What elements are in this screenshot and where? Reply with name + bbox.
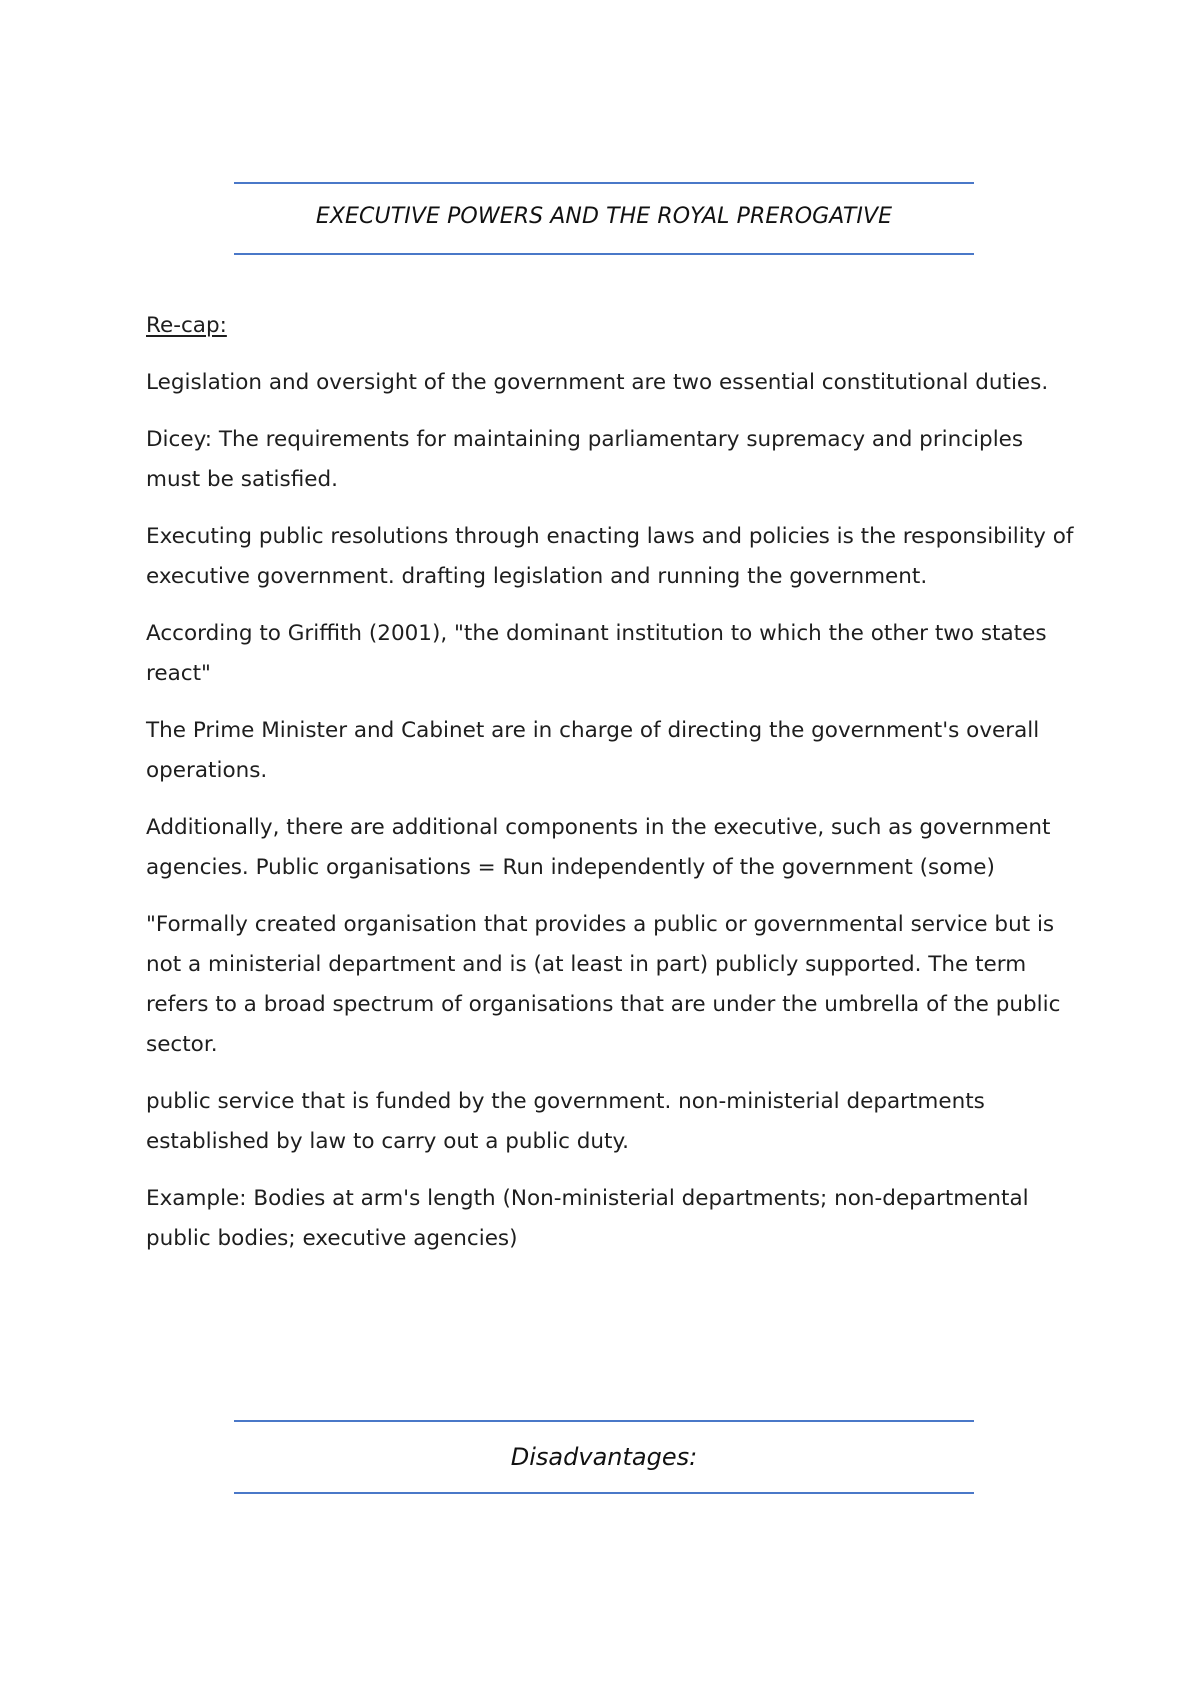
paragraph: Executing public resolutions through enacting laws and policies is the responsibility of executive government. drafting legislation and running the government.	[146, 524, 1074, 589]
document-title: EXECUTIVE POWERS AND THE ROYAL PREROGATIVE	[315, 204, 893, 229]
paragraph: "Formally created organisation that provides a public or governmental service but is not a ministerial department and is (at least in part) publicly supported. The term refers to a broad spectrum of organisations that are under the umbrella of the public sector.	[146, 912, 1061, 1057]
paragraph: According to Griffith (2001), "the dominant institution to which the other two states react"	[146, 621, 1047, 686]
paragraph: Example: Bodies at arm's length (Non-ministerial departments; non-departmental public bodies; executive agencies)	[146, 1186, 1029, 1251]
title-top-rule	[234, 182, 974, 184]
section-bottom-rule	[234, 1492, 974, 1494]
paragraph: The Prime Minister and Cabinet are in charge of directing the government's overall operations.	[146, 718, 1040, 783]
section-top-rule	[234, 1420, 974, 1422]
title-bottom-rule	[234, 253, 974, 255]
paragraph: Legislation and oversight of the government are two essential constitutional duties.	[146, 370, 1049, 395]
document-body	[146, 306, 1076, 1276]
paragraph: public service that is funded by the government. non-ministerial departments established by law to carry out a public duty.	[146, 1089, 985, 1154]
recap-label	[146, 306, 1076, 346]
section-heading: Disadvantages:	[510, 1443, 698, 1471]
paragraph: Additionally, there are additional components in the executive, such as government agencies. Public organisations = Run independently of the government (some)	[146, 815, 1051, 880]
recap-label-text: Re-cap:	[146, 313, 227, 338]
paragraph: Dicey: The requirements for maintaining parliamentary supremacy and principles must be satisfied.	[146, 427, 1024, 492]
